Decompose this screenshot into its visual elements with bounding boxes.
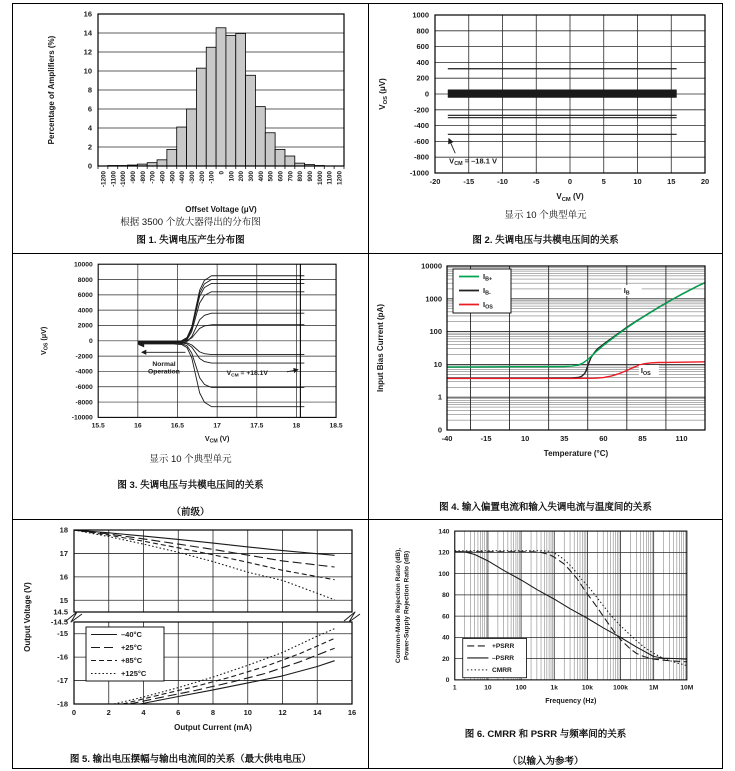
svg-text:18: 18 xyxy=(292,422,300,430)
svg-text:1200: 1200 xyxy=(336,171,344,186)
svg-text:10: 10 xyxy=(83,66,92,76)
svg-text:20: 20 xyxy=(441,655,449,663)
svg-text:-400: -400 xyxy=(178,171,186,184)
svg-text:500: 500 xyxy=(267,171,275,182)
figure-5-caption: 图 5. 输出电压摆幅与输出电流间的关系（最大供电电压） xyxy=(69,754,312,765)
svg-text:5: 5 xyxy=(601,177,606,186)
svg-text:4: 4 xyxy=(140,708,146,717)
svg-text:0: 0 xyxy=(88,338,93,346)
svg-text:-600: -600 xyxy=(413,136,429,146)
svg-text:18.5: 18.5 xyxy=(329,422,343,430)
svg-text:VCM = +18.1V: $V_{CM} = +18.1V$ xyxy=(226,369,268,379)
svg-text:+125°C: +125°C xyxy=(120,669,146,678)
svg-text:VCM (V): $V_{CM}$ (V) xyxy=(555,192,584,203)
vos-vs-vcm-chart xyxy=(369,7,722,207)
svg-text:2: 2 xyxy=(106,708,111,717)
offset-voltage-histogram-chart xyxy=(14,6,368,216)
svg-text:-600: -600 xyxy=(158,171,166,184)
svg-text:+25°C: +25°C xyxy=(120,643,142,652)
svg-text:900: 900 xyxy=(306,171,314,182)
svg-text:-800: -800 xyxy=(413,152,429,162)
svg-text:17: 17 xyxy=(59,548,68,558)
svg-text:2000: 2000 xyxy=(77,322,93,330)
svg-text:-500: -500 xyxy=(168,171,176,184)
svg-text:+85°C: +85°C xyxy=(120,656,142,665)
figure-1-panel xyxy=(13,4,369,254)
svg-text:–40°C: –40°C xyxy=(120,630,142,639)
svg-text:10k: 10k xyxy=(581,684,593,692)
svg-text:10M: 10M xyxy=(679,684,693,692)
svg-text:100k: 100k xyxy=(612,684,628,692)
svg-text:600: 600 xyxy=(277,171,285,182)
svg-text:20: 20 xyxy=(700,177,709,186)
svg-text:16: 16 xyxy=(347,708,356,717)
svg-text:-1000: -1000 xyxy=(119,171,127,188)
svg-text:10: 10 xyxy=(433,359,442,369)
svg-text:8: 8 xyxy=(87,85,92,95)
svg-text:-16: -16 xyxy=(56,652,68,662)
svg-text:+PSRR: +PSRR xyxy=(491,643,514,651)
svg-text:0: 0 xyxy=(437,425,442,435)
svg-text:0: 0 xyxy=(567,177,572,186)
svg-text:1000: 1000 xyxy=(424,294,442,304)
svg-text:-900: -900 xyxy=(129,171,137,184)
svg-text:100: 100 xyxy=(437,570,449,578)
svg-text:17: 17 xyxy=(212,422,221,430)
vos-vs-vcm-front-stage-chart xyxy=(14,257,368,453)
svg-text:VCM = –18.1 V: $V_{CM} = -18.1$ V xyxy=(448,156,497,168)
svg-text:1k: 1k xyxy=(550,684,558,692)
svg-text:VCM (V): $V_{CM}$ (V) xyxy=(204,433,229,445)
svg-text:Power-Supply Rejection Ratio (: Power-Supply Rejection Ratio (dB) xyxy=(403,550,411,661)
svg-text:10: 10 xyxy=(520,434,529,443)
svg-text:-400: -400 xyxy=(413,121,429,131)
svg-text:-700: -700 xyxy=(149,171,157,184)
figure-4-panel xyxy=(369,254,722,520)
svg-text:VOS (μV): $V_{OS}$ (μV) xyxy=(38,326,50,355)
svg-text:200: 200 xyxy=(415,73,429,83)
svg-text:-15: -15 xyxy=(56,629,68,639)
svg-text:IB+: $I_{B+}$ xyxy=(482,272,492,283)
svg-text:IB: $I_B$ xyxy=(623,286,630,297)
svg-text:IOS: $I_{OS}$ xyxy=(640,366,651,377)
figure-1-note: 根据 3500 个放大器得出的分布图 xyxy=(120,217,261,228)
svg-text:60: 60 xyxy=(441,613,449,621)
svg-text:VOS (μV): $V_{OS}$ (μV) xyxy=(377,78,389,110)
svg-text:15: 15 xyxy=(666,177,675,186)
output-voltage-vs-output-current-chart xyxy=(14,524,368,736)
svg-text:8: 8 xyxy=(210,708,215,717)
svg-text:100: 100 xyxy=(515,684,527,692)
figure-3-caption: 图 3. 失调电压与共模电压间的关系 xyxy=(117,480,264,492)
figure-2-note: 显示 10 个典型单元 xyxy=(504,210,587,221)
figure-6-caption: 图 6. CMRR 和 PSRR 与频率间的关系 xyxy=(464,729,627,741)
svg-text:6: 6 xyxy=(175,708,180,717)
svg-text:-300: -300 xyxy=(188,171,196,184)
figure-2-caption: 图 2. 失调电压与共模电压间的关系 xyxy=(472,234,619,246)
svg-text:6000: 6000 xyxy=(77,292,93,300)
svg-text:140: 140 xyxy=(437,528,449,536)
svg-text:14.5: 14.5 xyxy=(52,607,68,617)
svg-text:16: 16 xyxy=(59,572,68,582)
svg-text:14: 14 xyxy=(83,28,92,38)
svg-text:CMRR: CMRR xyxy=(491,667,512,675)
svg-text:Percentage of Amplifiers (%): Percentage of Amplifiers (%) xyxy=(46,35,56,145)
svg-text:400: 400 xyxy=(415,57,429,67)
svg-text:300: 300 xyxy=(247,171,255,182)
svg-text:14: 14 xyxy=(312,708,321,717)
svg-text:-15: -15 xyxy=(462,177,474,186)
svg-text:4000: 4000 xyxy=(77,307,93,315)
svg-text:-1000: -1000 xyxy=(409,168,429,178)
svg-text:IOS: $I_{OS}$ xyxy=(482,300,493,311)
svg-text:-100: -100 xyxy=(208,171,216,184)
cmrr-psrr-vs-frequency-chart xyxy=(369,524,722,715)
svg-text:-18: -18 xyxy=(56,699,68,709)
input-bias-current-vs-temperature-chart xyxy=(369,258,722,472)
figure-3-note: 显示 10 个典型单元 xyxy=(149,454,232,466)
svg-text:1000: 1000 xyxy=(411,10,429,20)
figure-2-panel xyxy=(369,4,722,254)
figure-1-caption: 图 1. 失调电压产生分布图 xyxy=(136,234,245,246)
svg-text:100: 100 xyxy=(227,171,235,182)
svg-text:-1200: -1200 xyxy=(99,171,107,188)
svg-text:16: 16 xyxy=(133,422,142,430)
svg-text:15: 15 xyxy=(59,595,68,605)
svg-text:85: 85 xyxy=(637,434,647,443)
svg-text:-200: -200 xyxy=(413,105,429,115)
svg-text:10: 10 xyxy=(483,684,492,692)
svg-text:18: 18 xyxy=(59,525,68,535)
svg-text:Output Current (mA): Output Current (mA) xyxy=(173,723,252,732)
svg-text:800: 800 xyxy=(415,26,429,36)
svg-text:1100: 1100 xyxy=(326,171,334,185)
svg-text:0: 0 xyxy=(71,708,76,717)
svg-text:10000: 10000 xyxy=(420,261,442,271)
svg-text:–PSRR: –PSRR xyxy=(491,655,514,663)
svg-text:10: 10 xyxy=(243,708,252,717)
svg-text:-2000: -2000 xyxy=(75,353,93,361)
svg-text:Input Bias Current (pA): Input Bias Current (pA) xyxy=(375,304,385,392)
svg-text:Normal: Normal xyxy=(151,361,176,369)
figure-6-caption-line2: （以输入为参考） xyxy=(507,755,584,767)
svg-text:Common-Mode Rejection Ratio (d: Common-Mode Rejection Ratio (dB), xyxy=(394,547,402,664)
svg-text:4: 4 xyxy=(87,123,92,133)
svg-text:10: 10 xyxy=(632,177,642,186)
figure-6-panel xyxy=(369,520,722,768)
svg-text:0: 0 xyxy=(87,161,92,171)
svg-text:1M: 1M xyxy=(648,684,658,692)
svg-text:Temperature (°C): Temperature (°C) xyxy=(543,449,608,458)
svg-text:0: 0 xyxy=(445,677,449,685)
figure-3-caption-line2: （前级） xyxy=(171,506,210,518)
svg-text:Operation: Operation xyxy=(147,368,180,376)
svg-text:200: 200 xyxy=(237,171,245,182)
svg-text:-6000: -6000 xyxy=(75,384,93,392)
svg-text:400: 400 xyxy=(257,170,265,182)
svg-text:600: 600 xyxy=(415,42,429,52)
svg-text:1: 1 xyxy=(452,684,457,692)
svg-text:100: 100 xyxy=(428,327,442,337)
svg-text:2: 2 xyxy=(87,142,92,152)
svg-text:-15: -15 xyxy=(480,434,492,443)
svg-text:800: 800 xyxy=(296,171,304,182)
figure-grid xyxy=(12,3,723,769)
figure-3-panel xyxy=(13,254,369,520)
svg-text:700: 700 xyxy=(286,171,294,182)
svg-text:8000: 8000 xyxy=(77,276,93,284)
svg-text:Frequency (Hz): Frequency (Hz) xyxy=(544,696,596,705)
svg-text:-8000: -8000 xyxy=(75,399,93,407)
svg-text:16.5: 16.5 xyxy=(170,422,184,430)
svg-text:1000: 1000 xyxy=(316,171,324,186)
svg-text:-800: -800 xyxy=(139,171,147,184)
svg-text:0: 0 xyxy=(218,171,225,175)
svg-text:120: 120 xyxy=(437,549,449,557)
svg-text:-1100: -1100 xyxy=(109,171,117,187)
svg-text:-40: -40 xyxy=(441,434,452,443)
svg-text:80: 80 xyxy=(441,592,449,600)
svg-text:-10000: -10000 xyxy=(71,414,93,422)
svg-text:6: 6 xyxy=(87,104,92,114)
svg-text:0: 0 xyxy=(424,89,429,99)
svg-text:16: 16 xyxy=(83,9,92,19)
svg-text:-4000: -4000 xyxy=(75,368,93,376)
svg-text:60: 60 xyxy=(598,434,608,443)
svg-text:110: 110 xyxy=(674,434,688,443)
svg-text:-20: -20 xyxy=(429,177,440,186)
svg-text:-17: -17 xyxy=(56,676,68,686)
svg-text:-10: -10 xyxy=(496,177,508,186)
svg-text:35: 35 xyxy=(559,434,568,443)
figure-5-panel xyxy=(13,520,369,768)
svg-text:12: 12 xyxy=(277,708,287,717)
figure-4-caption: 图 4. 输入偏置电流和输入失调电流与温度间的关系 xyxy=(439,502,652,513)
svg-text:15.5: 15.5 xyxy=(91,422,105,430)
svg-text:1: 1 xyxy=(437,392,442,402)
svg-text:10000: 10000 xyxy=(73,261,93,269)
svg-text:Offset Voltage (μV): Offset Voltage (μV) xyxy=(184,205,257,214)
svg-text:IB-: $I_{B-}$ xyxy=(482,286,491,297)
svg-text:17.5: 17.5 xyxy=(249,422,263,430)
svg-text:-5: -5 xyxy=(532,177,540,186)
svg-text:12: 12 xyxy=(83,47,92,57)
svg-text:40: 40 xyxy=(441,634,449,642)
svg-text:Output Voltage (V): Output Voltage (V) xyxy=(22,582,32,652)
svg-text:-200: -200 xyxy=(198,171,206,184)
svg-text:-14.5: -14.5 xyxy=(50,617,68,627)
